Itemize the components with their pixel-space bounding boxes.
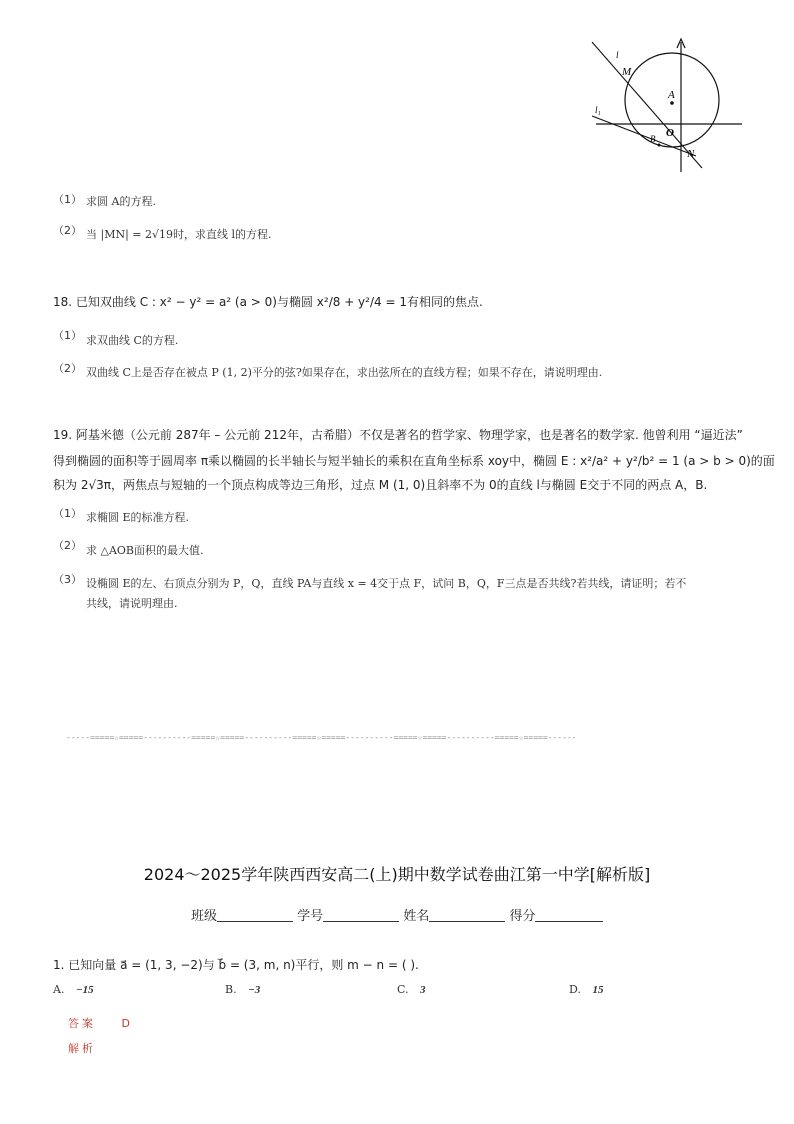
answer-label: 答案 xyxy=(68,1017,96,1030)
q19-sub2-text: 求 △AOB面积的最大值. xyxy=(86,544,204,557)
q1-option-C xyxy=(397,983,426,996)
score-label: 得分 xyxy=(509,909,536,924)
exam-title: 2024～2025学年陕西西安高二(上)期中数学试卷曲江第一中学[解析版] xyxy=(143,865,651,884)
q17-sub1-text: 求圆 A的方程. xyxy=(86,195,156,208)
q18-sub2-number: （2） xyxy=(53,362,82,375)
q18-stem: 18. 已知双曲线 C : x² − y² = a² (a > 0)与椭圆 x²/8 + y²/4 = 1有相同的焦点. xyxy=(53,295,483,309)
q19-sub2-number: （2） xyxy=(53,539,82,552)
label-N: N xyxy=(687,148,695,160)
q1-option-B xyxy=(225,983,260,996)
q1-option-A xyxy=(53,983,94,996)
option-value: 3 xyxy=(420,984,426,996)
point-A xyxy=(670,101,674,105)
name-blank[interactable] xyxy=(429,909,505,922)
q19-sub1-text: 求椭圆 E的标准方程. xyxy=(86,511,190,524)
id-label: 学号 xyxy=(297,909,324,924)
class-blank[interactable] xyxy=(217,909,293,922)
q19-stem-line3: 积为 2√3π，两焦点与短轴的一个顶点构成等边三角形，过点 M (1, 0)且斜率不为 0的直线 l与椭圆 E交于不同的两点 A，B. xyxy=(53,478,708,492)
student-info-line xyxy=(191,905,603,924)
q17-sub1-number: （1） xyxy=(53,193,82,206)
id-blank[interactable] xyxy=(323,909,399,922)
label-l1: l₁ xyxy=(595,105,601,115)
q1-option-D xyxy=(569,983,603,996)
q18-sub1-number: （1） xyxy=(53,329,82,342)
option-value: −15 xyxy=(75,984,94,996)
q19-stem-line1: 19. 阿基米德（公元前 287年 – 公元前 212年，古希腊）不仅是著名的哲学家、物理学家，也是著名的数学家. 他曾利用 “逼近法” xyxy=(53,428,743,442)
option-value: 15 xyxy=(592,984,604,996)
q17-sub2-number: （2） xyxy=(53,224,82,237)
option-letter: A. xyxy=(53,983,65,996)
q1-stem: 1. 已知向量 a⃗ = (1, 3, −2)与 b⃗ = (3, m, n)平行，则 m − n = ( ). xyxy=(53,958,419,972)
label-l: l xyxy=(616,50,619,60)
class-label: 班级 xyxy=(191,909,218,924)
analysis-label: 解析 xyxy=(68,1042,96,1055)
answer-row xyxy=(68,1015,130,1031)
label-A: A xyxy=(668,89,675,101)
q18-sub2-text: 双曲线 C上是否存在被点 P (1, 2)平分的弦?如果存在，求出弦所在的直线方程；如果不存在，请说明理由. xyxy=(86,366,603,379)
q19-stem-line2: 得到椭圆的面积等于圆周率 π乘以椭圆的长半轴长与短半轴长的乘积在直角坐标系 xoy中，椭圆 E : x²/a² + y²/b² = 1 (a > b > 0)的面 xyxy=(53,454,775,468)
q19-sub3-text-line1: 设椭圆 E的左、右顶点分别为 P，Q，直线 PA与直线 x = 4交于点 F，试问 B，Q，F三点是否共线?若共线，请证明；若不 xyxy=(86,577,687,590)
point-B xyxy=(658,144,661,147)
option-letter: C. xyxy=(397,983,409,996)
circle-line-diagram xyxy=(586,36,746,176)
q19-sub3-number: （3） xyxy=(53,573,82,586)
section-divider: -----=====☆=====----------=====☆=====----------=====☆=====----------=====☆=====----------=====☆=====------ xyxy=(66,733,577,742)
option-value: −3 xyxy=(248,984,261,996)
option-letter: D. xyxy=(569,983,581,996)
option-letter: B. xyxy=(225,983,237,996)
answer-value: D xyxy=(121,1017,130,1030)
q19-sub1-number: （1） xyxy=(53,507,82,520)
name-label: 姓名 xyxy=(403,909,430,924)
q19-sub3-text-line2: 共线，请说明理由. xyxy=(86,597,178,610)
q18-sub1-text: 求双曲线 C的方程. xyxy=(86,334,179,347)
label-M: M xyxy=(622,66,632,78)
score-blank[interactable] xyxy=(535,909,603,922)
q17-sub2-text: 当 |MN| = 2√19时，求直线 l的方程. xyxy=(86,228,272,241)
label-B: B xyxy=(650,134,656,144)
label-O: O xyxy=(666,127,674,139)
